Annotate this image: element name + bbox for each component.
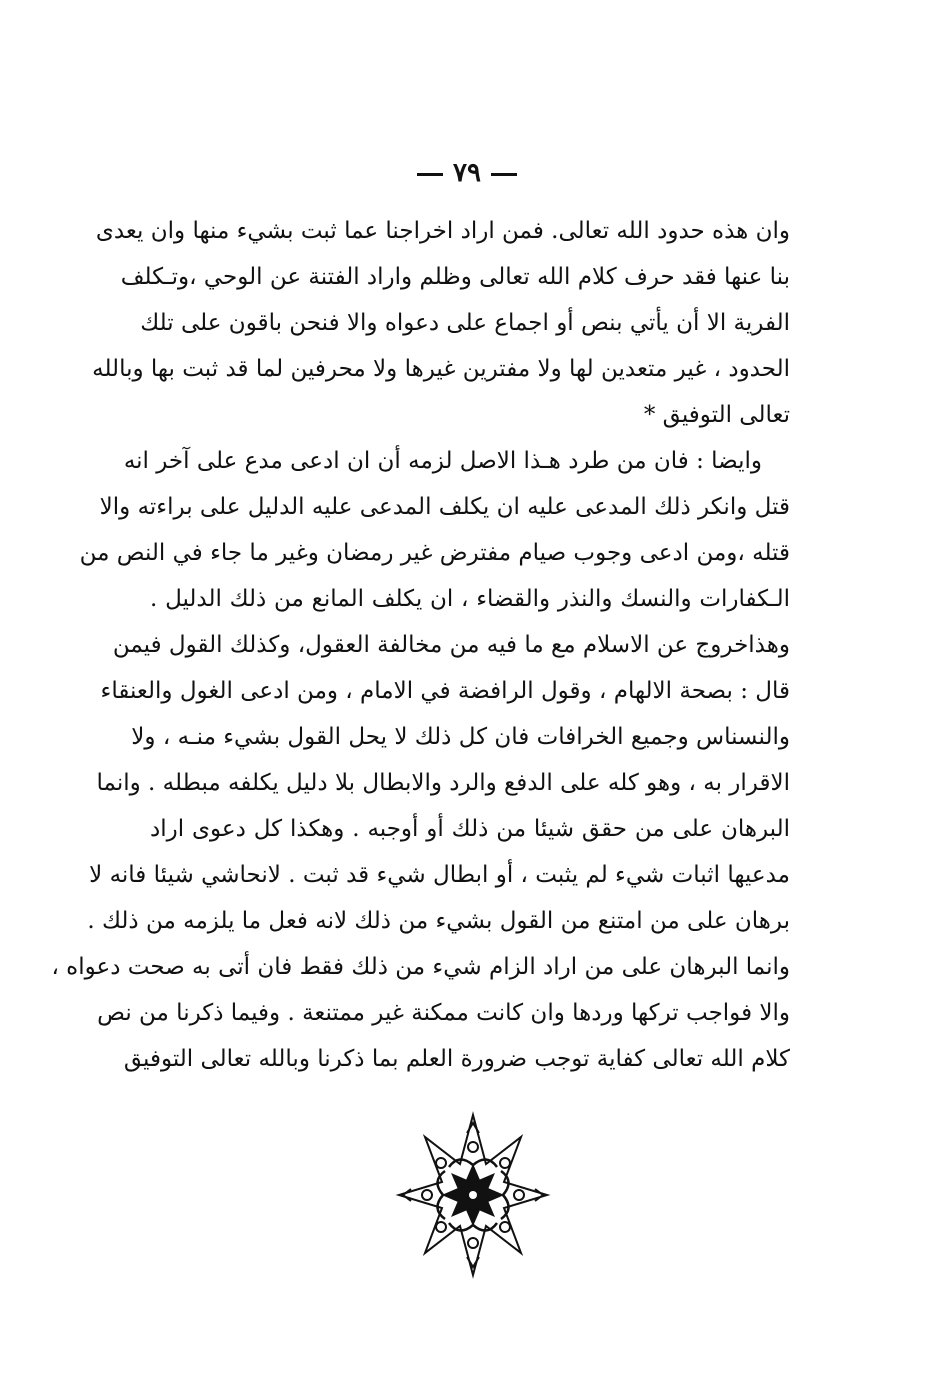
text-line: والا فواجب تركها وردها وان كانت ممكنة غير ممتنعة . وفيما ذكرنا من نص <box>97 1000 790 1026</box>
text-line: قتل وانكر ذلك المدعى عليه ان يكلف المدعى عليه الدليل على براءته والا <box>99 494 790 520</box>
text-line: وان هذه حدود الله تعالى. فمن اراد اخراجنا عما ثبت بشيء منها وان يعدى <box>95 218 790 244</box>
text-line: الفرية الا أن يأتي بنص أو اجماع على دعواه والا فنحن باقون على تلك <box>140 310 790 336</box>
page-number <box>0 158 934 188</box>
text-line: والنسناس وجميع الخرافات فان كل ذلك لا يحل القول بشيء منـه ، ولا <box>131 724 790 750</box>
text-line-paragraph-end: تعالى التوفيق * <box>643 402 790 428</box>
text-line: الحدود ، غير متعدين لها ولا مفترين غيرها ولا محرفين لما قد ثبت بها وبالله <box>92 356 790 382</box>
text-line: بنا عنها فقد حرف كلام الله تعالى وظلم واراد الفتنة عن الوحي ،وتـكلف <box>120 264 790 290</box>
text-line: الاقرار به ، وهو كله على الدفع والرد والابطال بلا دليل يكلفه مبطله . وانما <box>96 770 790 796</box>
text-line: البرهان على من حقق شيئا من ذلك أو أوجبه . وهكذا كل دعوى اراد <box>150 816 790 842</box>
text-line-paragraph-start: وايضا : فان من طرد هـذا الاصل لزمه أن ان ادعى مدع على آخر انه <box>123 448 762 474</box>
eight-pointed-star-ornament-icon <box>398 1112 548 1278</box>
text-line: الـكفارات والنسك والنذر والقضاء ، ان يكلف المانع من ذلك الدليل . <box>150 586 790 612</box>
text-line: وانما البرهان على من اراد الزام شيء من ذلك فقط فان أتى به صحت دعواه ، <box>51 954 790 980</box>
text-line: قتله ،ومن ادعى وجوب صيام مفترض غير رمضان وغير ما جاء في النص من <box>79 540 790 566</box>
text-line: وهذاخروج عن الاسلام مع ما فيه من مخالفة العقول، وكذلك القول فيمن <box>112 632 790 658</box>
body-text <box>51 208 790 1082</box>
page-number-value: ٧٩ <box>453 158 481 188</box>
text-line: برهان على من امتنع من القول بشيء من ذلك لانه فعل ما يلزمه من ذلك . <box>87 908 790 934</box>
page-number-dash-right <box>491 173 517 176</box>
page-number-dash-left <box>417 173 443 176</box>
text-line: قال : بصحة الالهام ، وقول الرافضة في الامام ، ومن ادعى الغول والعنقاء <box>100 678 790 704</box>
text-line-paragraph-end: كلام الله تعالى كفاية توجب ضرورة العلم بما ذكرنا وبالله تعالى التوفيق <box>123 1046 790 1072</box>
text-line: مدعيها اثبات شيء لم يثبت ، أو ابطال شيء قد ثبت . لانحاشي شيئا فانه لا <box>89 862 790 888</box>
